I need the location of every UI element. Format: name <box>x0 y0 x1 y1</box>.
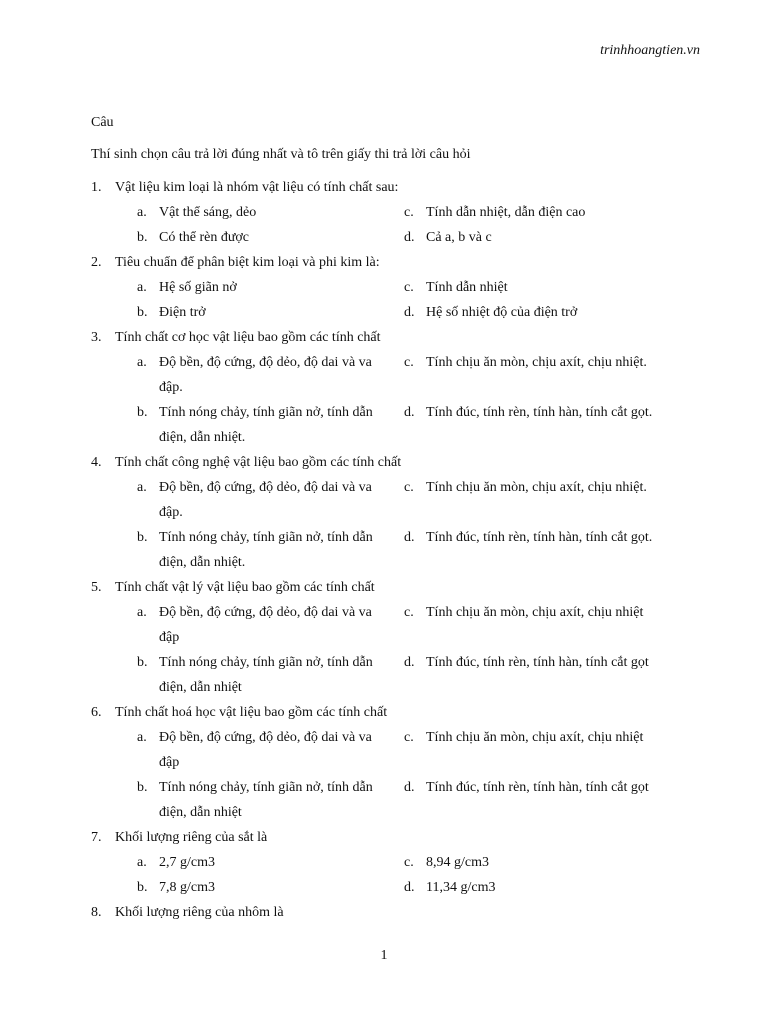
option-text: Độ bền, độ cứng, độ dẻo, độ dai và va đập <box>159 730 372 770</box>
instruction-text: Thí sinh chọn câu trả lời đúng nhất và tô trên giấy thi trả lời câu hỏi <box>91 147 471 162</box>
option-letter: b. <box>137 780 148 795</box>
option-letter: a. <box>137 355 147 370</box>
question-number: 3. <box>91 330 102 345</box>
option-text: Độ bền, độ cứng, độ dẻo, độ dai và va đập. <box>159 480 372 520</box>
question-line <box>91 450 711 475</box>
option-text: Tính đúc, tính rèn, tính hàn, tính cắt gọt. <box>426 530 653 545</box>
option-text: Tính đúc, tính rèn, tính hàn, tính cắt gọt. <box>426 405 653 420</box>
option-letter: b. <box>137 405 148 420</box>
answer-option <box>401 400 711 450</box>
question-item <box>91 250 711 325</box>
answer-option <box>91 300 401 325</box>
option-letter: c. <box>404 480 414 495</box>
option-grid <box>91 475 711 575</box>
option-letter: a. <box>137 855 147 870</box>
option-text: Hệ số nhiệt độ của điện trở <box>426 305 578 320</box>
option-letter: a. <box>137 480 147 495</box>
answer-option <box>91 400 401 450</box>
option-letter: b. <box>137 880 148 895</box>
option-text: Vật thể sáng, dẻo <box>159 205 257 220</box>
option-text: Điện trở <box>159 305 206 320</box>
answer-option <box>91 350 401 400</box>
option-grid <box>91 850 711 900</box>
question-line <box>91 250 711 275</box>
option-letter: c. <box>404 855 414 870</box>
option-letter: c. <box>404 280 414 295</box>
option-letter: d. <box>404 405 415 420</box>
question-line <box>91 900 711 925</box>
option-letter: c. <box>404 605 414 620</box>
option-letter: b. <box>137 655 148 670</box>
option-text: 2,7 g/cm3 <box>159 855 215 870</box>
answer-option <box>91 525 401 575</box>
answer-option <box>91 600 401 650</box>
question-line <box>91 575 711 600</box>
answer-option <box>91 225 401 250</box>
option-grid <box>91 350 711 450</box>
option-text: Cả a, b và c <box>426 230 492 245</box>
answer-option <box>91 650 401 700</box>
question-line <box>91 825 711 850</box>
site-watermark: trinhhoangtien.vn <box>600 43 700 58</box>
answer-option <box>91 200 401 225</box>
option-letter: a. <box>137 605 147 620</box>
option-letter: d. <box>404 880 415 895</box>
answer-option <box>401 875 711 900</box>
option-letter: c. <box>404 205 414 220</box>
option-text: 11,34 g/cm3 <box>426 880 496 895</box>
question-line <box>91 700 711 725</box>
question-item <box>91 825 711 900</box>
question-number: 7. <box>91 830 102 845</box>
question-text: Tính chất vật lý vật liệu bao gồm các tính chất <box>115 580 375 595</box>
option-text: Tính đúc, tính rèn, tính hàn, tính cắt gọt <box>426 780 649 795</box>
answer-option <box>401 775 711 825</box>
option-letter: b. <box>137 230 148 245</box>
option-text: Tính chịu ăn mòn, chịu axít, chịu nhiệt. <box>426 480 647 495</box>
option-letter: b. <box>137 530 148 545</box>
option-letter: d. <box>404 780 415 795</box>
question-item <box>91 175 711 250</box>
answer-option <box>401 525 711 575</box>
option-letter: d. <box>404 530 415 545</box>
answer-option <box>401 725 711 775</box>
answer-option <box>91 775 401 825</box>
question-number: 8. <box>91 905 102 920</box>
question-text: Tính chất công nghệ vật liệu bao gồm các tính chất <box>115 455 402 470</box>
option-grid <box>91 200 711 250</box>
option-text: 8,94 g/cm3 <box>426 855 489 870</box>
question-number: 6. <box>91 705 102 720</box>
question-text: Khối lượng riêng của nhôm là <box>115 905 284 920</box>
option-text: Tính dẫn nhiệt <box>426 280 508 295</box>
option-text: Có thể rèn được <box>159 230 250 245</box>
option-text: Hệ số giãn nở <box>159 280 237 295</box>
answer-option <box>91 475 401 525</box>
option-letter: d. <box>404 230 415 245</box>
answer-option <box>91 875 401 900</box>
option-letter: c. <box>404 730 414 745</box>
option-text: Tính chịu ăn mòn, chịu axít, chịu nhiệt <box>426 605 644 620</box>
question-number: 2. <box>91 255 102 270</box>
answer-option <box>401 650 711 700</box>
answer-option <box>401 850 711 875</box>
question-item <box>91 575 711 700</box>
question-item <box>91 700 711 825</box>
answer-option <box>91 275 401 300</box>
option-grid <box>91 275 711 325</box>
option-text: Tính dẫn nhiệt, dẫn điện cao <box>426 205 586 220</box>
answer-option <box>401 275 711 300</box>
question-number: 1. <box>91 180 102 195</box>
option-letter: a. <box>137 730 147 745</box>
answer-option <box>91 725 401 775</box>
question-text: Tính chất cơ học vật liệu bao gồm các tính chất <box>115 330 381 345</box>
section-heading: Câu <box>91 115 114 130</box>
question-number: 5. <box>91 580 102 595</box>
question-line <box>91 325 711 350</box>
page-number: 1 <box>380 948 388 963</box>
option-letter: d. <box>404 305 415 320</box>
option-text: Tính nóng chảy, tính giãn nở, tính dẫn điện, dẫn nhiệt. <box>159 405 373 445</box>
question-list <box>91 175 711 925</box>
option-text: Tính đúc, tính rèn, tính hàn, tính cắt gọt <box>426 655 649 670</box>
option-grid <box>91 725 711 825</box>
question-number: 4. <box>91 455 102 470</box>
option-text: Tính nóng chảy, tính giãn nở, tính dẫn điện, dẫn nhiệt <box>159 780 373 820</box>
question-item <box>91 450 711 575</box>
option-letter: a. <box>137 280 147 295</box>
option-letter: c. <box>404 355 414 370</box>
option-text: Tính chịu ăn mòn, chịu axít, chịu nhiệt. <box>426 355 647 370</box>
question-text: Vật liệu kim loại là nhóm vật liệu có tính chất sau: <box>115 180 399 195</box>
option-text: Độ bền, độ cứng, độ dẻo, độ dai và va đập. <box>159 355 372 395</box>
option-letter: d. <box>404 655 415 670</box>
question-line <box>91 175 711 200</box>
question-text: Tính chất hoá học vật liệu bao gồm các tính chất <box>115 705 388 720</box>
answer-option <box>401 600 711 650</box>
answer-option <box>401 350 711 400</box>
answer-option <box>401 300 711 325</box>
answer-option <box>401 475 711 525</box>
option-text: Tính nóng chảy, tính giãn nở, tính dẫn điện, dẫn nhiệt. <box>159 530 373 570</box>
option-letter: a. <box>137 205 147 220</box>
answer-option <box>401 225 711 250</box>
option-grid <box>91 600 711 700</box>
option-text: Độ bền, độ cứng, độ dẻo, độ dai và va đập <box>159 605 372 645</box>
question-text: Tiêu chuẩn để phân biệt kim loại và phi kim là: <box>115 255 380 270</box>
answer-option <box>91 850 401 875</box>
option-text: 7,8 g/cm3 <box>159 880 215 895</box>
option-letter: b. <box>137 305 148 320</box>
option-text: Tính chịu ăn mòn, chịu axít, chịu nhiệt <box>426 730 644 745</box>
question-item <box>91 325 711 450</box>
option-text: Tính nóng chảy, tính giãn nở, tính dẫn điện, dẫn nhiệt <box>159 655 373 695</box>
answer-option <box>401 200 711 225</box>
question-text: Khối lượng riêng của sắt là <box>115 830 268 845</box>
question-item <box>91 900 711 925</box>
